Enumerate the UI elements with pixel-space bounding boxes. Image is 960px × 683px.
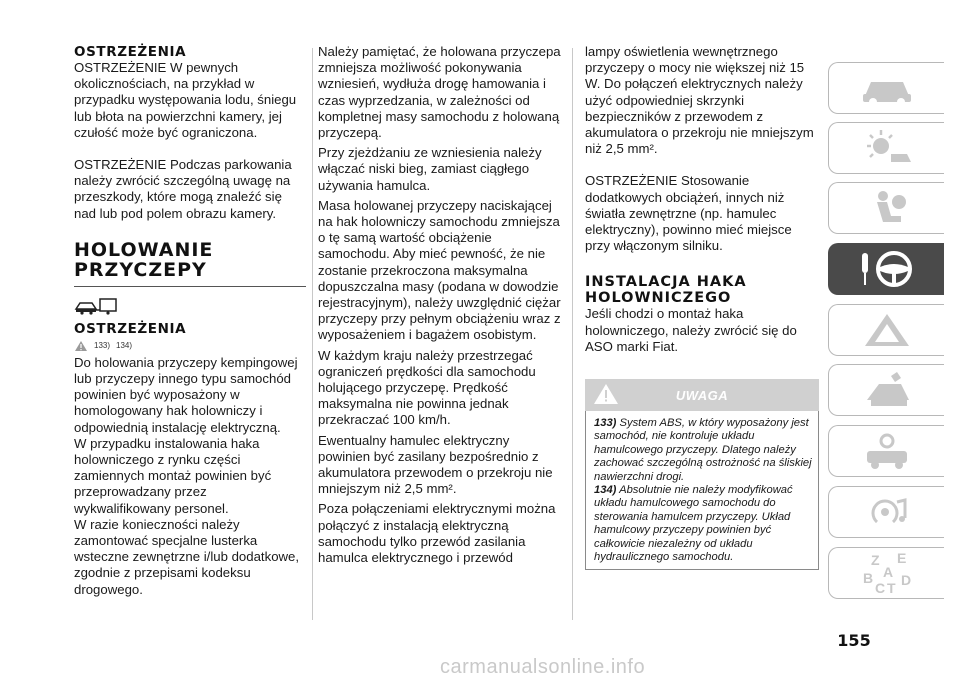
index-letter: A [882, 564, 893, 580]
warning-item [594, 484, 812, 564]
car-dashboard-icon [857, 68, 917, 108]
paragraph: OSTRZEŻENIE Podczas parkowania należy zwrócić szczególną uwagę na przeszkody, które mogą znaleźć się nad lub pod polem obrazu kamery. [74, 157, 292, 221]
warning-triangle-icon [74, 340, 88, 352]
tab-technical[interactable] [828, 425, 944, 477]
technical-data-icon [857, 431, 917, 471]
page-number: 155 [837, 631, 871, 650]
tab-maintenance[interactable] [828, 364, 944, 416]
paragraph: Należy pamiętać, że holowana przyczepa zmniejsza możliwość pokonywania wzniesień, wydłuża drogę hamowania i czas wyprzedzania, w zależności od kompletnej masy samochodu z holowaną przyczepą. [318, 44, 561, 141]
section-title-towing [74, 240, 306, 287]
index-letter: Z [870, 552, 880, 568]
warning-number: 133) [594, 417, 617, 430]
column-2 [318, 44, 562, 566]
paragraph: W razie konieczności należy zamontować specjalne lusterka wsteczne zewnętrzne i/lub dodatkowe, zgodnie z przepisami kodeksu drogowego. [74, 516, 300, 597]
warning-references [74, 339, 306, 353]
paragraph: OSTRZEŻENIE Stosowanie dodatkowych obciążeń, innych niż światła zewnętrzne (np. hamulec elektryczny), powinno mieć miejsce przy włączonym silniku. [585, 173, 792, 254]
warning-box [585, 379, 819, 569]
seat-airbag-icon [857, 188, 917, 228]
paragraph: lampy oświetlenia wewnętrznego przyczepy o mocy nie większej niż 15 W. Do połączeń elektrycznych należy użyć odpowiedniej skrzynki bezpieczników z przewodem z akumulatora o przekroju nie mniejszym niż 2,5 mm². [585, 44, 814, 157]
alphabetical-index-icon [857, 549, 917, 597]
tab-safety[interactable] [828, 182, 944, 234]
watermark: carmanualsonline.info [440, 656, 646, 678]
section-title-hitch [585, 274, 819, 306]
index-letter: T [886, 580, 896, 596]
section-title-line: PRZYCZEPY [74, 258, 207, 281]
warning-number: 134) [594, 484, 617, 497]
column-1 [74, 44, 306, 598]
index-letter: C [874, 580, 885, 596]
warning-body [585, 411, 819, 569]
warning-text: System ABS, w który wyposażony jest samochód, nie kontroluje układu hamulcowego przyczepy. Dlatego należy zachować szczególną ostrożność na śliskiej nawierzchni drogi. [594, 417, 812, 483]
section-title-line: INSTALACJA HAKA [585, 274, 747, 291]
tab-starting-driving[interactable] [828, 243, 944, 295]
warning-title: UWAGA [675, 387, 729, 403]
paragraph: W przypadku instalowania haka holowniczego z rynku części zamiennych montaż powinien być przeprowadzany przez wykwalifikowany personel. [74, 435, 272, 516]
index-letter: E [896, 550, 906, 566]
tab-multimedia[interactable] [828, 486, 944, 538]
index-letter: D [900, 572, 911, 588]
key-steering-wheel-icon [852, 247, 922, 291]
paragraph: Ewentualny hamulec elektryczny powinien być zasilany bezpośrednio z akumulatora przewodem o przekroju nie mniejszym niż 2,5 mm². [318, 432, 553, 497]
warnings-heading: OSTRZEŻENIA [74, 320, 187, 337]
paragraph: Masa holowanej przyczepy naciskającej na hak holowniczy samochodu zmniejsza o tę samą wartość obciążenie samochodu. Aby mieć pewność, że nie zostanie przekroczona maksymalna dopuszczalna masy (podana w dowodzie rejestracyjnym), należy uwzględnić ciężar przyczepy przy pełnym obciążeniu wraz z wyposażeniem i bagażem osobistym. [318, 197, 561, 343]
paragraph: W każdym kraju należy przestrzegać ograniczeń prędkości dla samochodu holującego przyczepę. Prędkość maksymalna nie powinna jednak przekraczać 100 km/h. [318, 347, 536, 428]
paragraph: Przy zjeżdżaniu ze wzniesienia należy włączać niski bieg, zamiast ciągłego używania hamulca. [318, 145, 542, 193]
reference-number: 134) [116, 341, 133, 351]
reference-number: 133) [94, 341, 111, 351]
tab-emergency[interactable] [828, 304, 944, 356]
lights-icon [857, 128, 917, 168]
column-3 [585, 44, 819, 570]
index-letter: B [862, 570, 873, 586]
warnings-heading: OSTRZEŻENIA [74, 44, 187, 60]
paragraph: Do holowania przyczepy kempingowej lub przyczepy innego typu samochód powinien być wyposażony w homologowany hak holowniczy i odpowiednią instalację elektryczną. [74, 354, 298, 435]
paragraph: Jeśli chodzi o montaż haka holowniczego, należy zwrócić się do ASO marki Fiat. [585, 306, 797, 354]
tab-index[interactable] [828, 547, 944, 599]
column-divider [312, 48, 313, 620]
column-divider [572, 48, 573, 620]
warning-header [585, 379, 819, 411]
car-trailer-icon [74, 295, 306, 315]
paragraph: Poza połączeniami elektrycznymi można połączyć z instalacją elektryczną samochodu tylko przewód zasilania hamulca elektrycznego i przewód [318, 501, 556, 566]
multimedia-icon [857, 492, 917, 532]
paragraph: OSTRZEŻENIE W pewnych okolicznościach, na przykład w przypadku występowania lodu, śniegu lub błota na powierzchni kamery, jej czułość może być ograniczona. [74, 60, 297, 140]
warning-emergency-icon [857, 310, 917, 350]
section-title-line: HOLOWNICZEGO [585, 290, 732, 307]
warning-item [594, 417, 812, 484]
tab-dashboard[interactable] [828, 62, 944, 114]
section-title-line: HOLOWANIE [74, 238, 214, 261]
tab-lights[interactable] [828, 122, 944, 174]
maintenance-icon [857, 370, 917, 410]
warning-text: Absolutnie nie należy modyfikować układu hamulcowego samochodu do sterowania hamulcem przyczepy. Układ hamulcowy przyczepy powinien być całkowicie niezależny od układu hydraulicznego samochodu. [594, 484, 793, 564]
